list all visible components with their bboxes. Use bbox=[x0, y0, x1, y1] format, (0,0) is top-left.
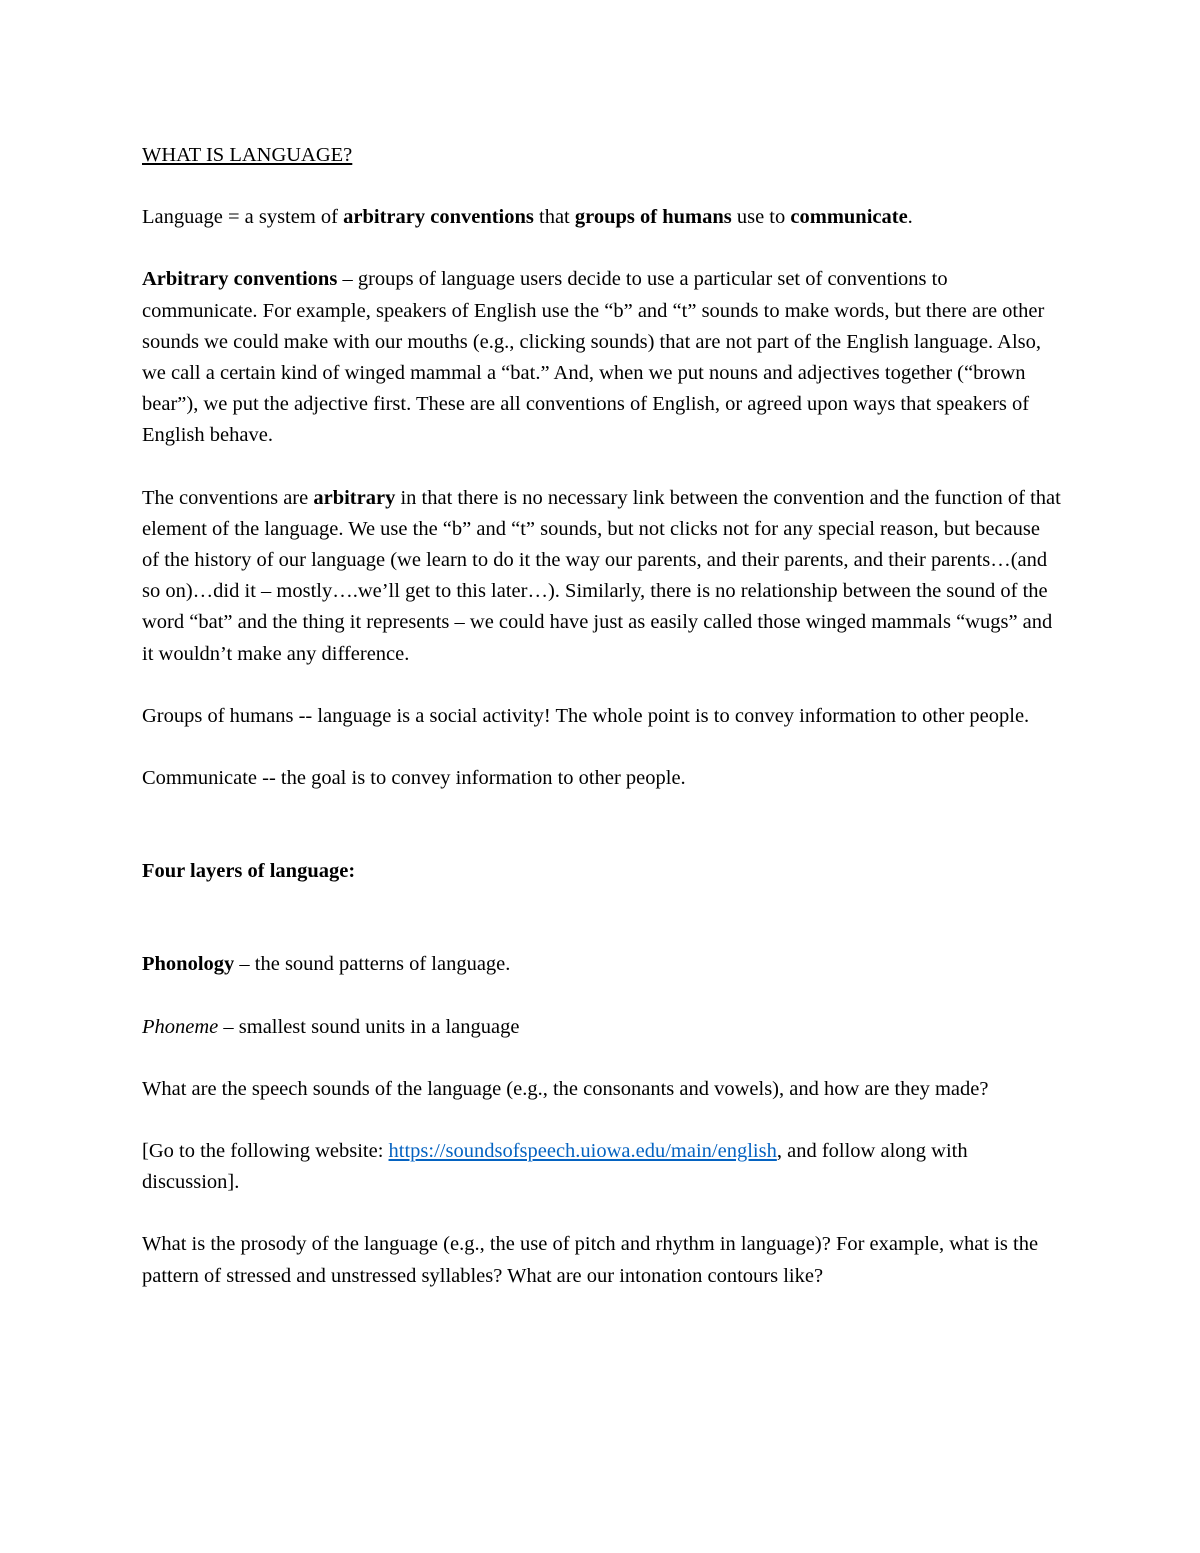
layers-heading-text: Four layers of language: bbox=[142, 860, 356, 883]
groups-of-humans-paragraph: Groups of humans -- language is a social activity! The whole point is to convey information to other people. bbox=[142, 704, 1030, 727]
phonology-paragraph bbox=[142, 949, 1062, 980]
website-suffix: , and follow along with discussion]. bbox=[142, 1140, 968, 1194]
conventions-prefix: The conventions are bbox=[142, 486, 314, 509]
layers-heading bbox=[142, 856, 1062, 887]
definition-mid1: that bbox=[533, 206, 575, 229]
document-page bbox=[142, 140, 1062, 1292]
conventions-arbitrary-term: arbitrary bbox=[313, 486, 396, 509]
communicate-paragraph: Communicate -- the goal is to convey information to other people. bbox=[142, 767, 686, 790]
website-paragraph bbox=[142, 1136, 1062, 1198]
definition-suffix: . bbox=[907, 206, 913, 229]
prosody-paragraph: What is the prosody of the language (e.g., the use of pitch and rhythm in language)? For example, what is the pattern of stressed and unstressed syllables? What are our intonation contours like? bbox=[142, 1233, 1039, 1287]
term-arbitrary-conventions: arbitrary conventions bbox=[343, 206, 534, 229]
phoneme-term: Phoneme bbox=[142, 1015, 219, 1038]
conventions-text: in that there is no necessary link between the convention and the function of that element of the language. We use the “b” and “t” sounds, but not clicks not for any special reason, but because of the history of our language (we learn to do it the way our parents, and their parents, and their parents…(and so on)…did it – mostly….we’ll get to this later…). Similarly, there is no relationship between the sound of the word “bat” and the thing it represents – we could have just as easily called those winged mammals “wugs” and it wouldn’t make any difference. bbox=[142, 486, 1061, 665]
phoneme-paragraph bbox=[142, 1012, 1062, 1043]
term-communicate: communicate bbox=[790, 206, 908, 229]
sounds-of-speech-link[interactable]: https://soundsofspeech.uiowa.edu/main/english bbox=[388, 1140, 777, 1163]
arbitrary-conventions-term: Arbitrary conventions bbox=[142, 268, 338, 291]
term-groups-of-humans: groups of humans bbox=[574, 206, 732, 229]
arbitrary-conventions-text: – groups of language users decide to use a particular set of conventions to communicate. For example, speakers of English use the “b” and “t” sounds to make words, but there are other sounds we could make with our mouths (e.g., clicking sounds) that are not part of the English language. Also, we call a certain kind of winged mammal a “bat.” And, when we put nouns and adjectives together (“brown bear”), we put the adjective first. These are all conventions of English, or agreed upon ways that speakers of English behave. bbox=[142, 268, 1045, 447]
conventions-arbitrary-paragraph bbox=[142, 483, 1062, 670]
website-prefix: [Go to the following website: bbox=[142, 1140, 389, 1163]
definition-mid2: use to bbox=[731, 206, 791, 229]
document-title: WHAT IS LANGUAGE? bbox=[142, 144, 353, 166]
phonology-term: Phonology bbox=[142, 953, 235, 976]
arbitrary-conventions-paragraph bbox=[142, 264, 1062, 451]
speech-sounds-paragraph: What are the speech sounds of the language (e.g., the consonants and vowels), and how are they made? bbox=[142, 1077, 989, 1100]
phonology-text: – the sound patterns of language. bbox=[234, 953, 511, 976]
language-definition bbox=[142, 202, 1062, 233]
definition-prefix: Language = a system of bbox=[142, 206, 344, 229]
phoneme-text: – smallest sound units in a language bbox=[218, 1015, 520, 1038]
